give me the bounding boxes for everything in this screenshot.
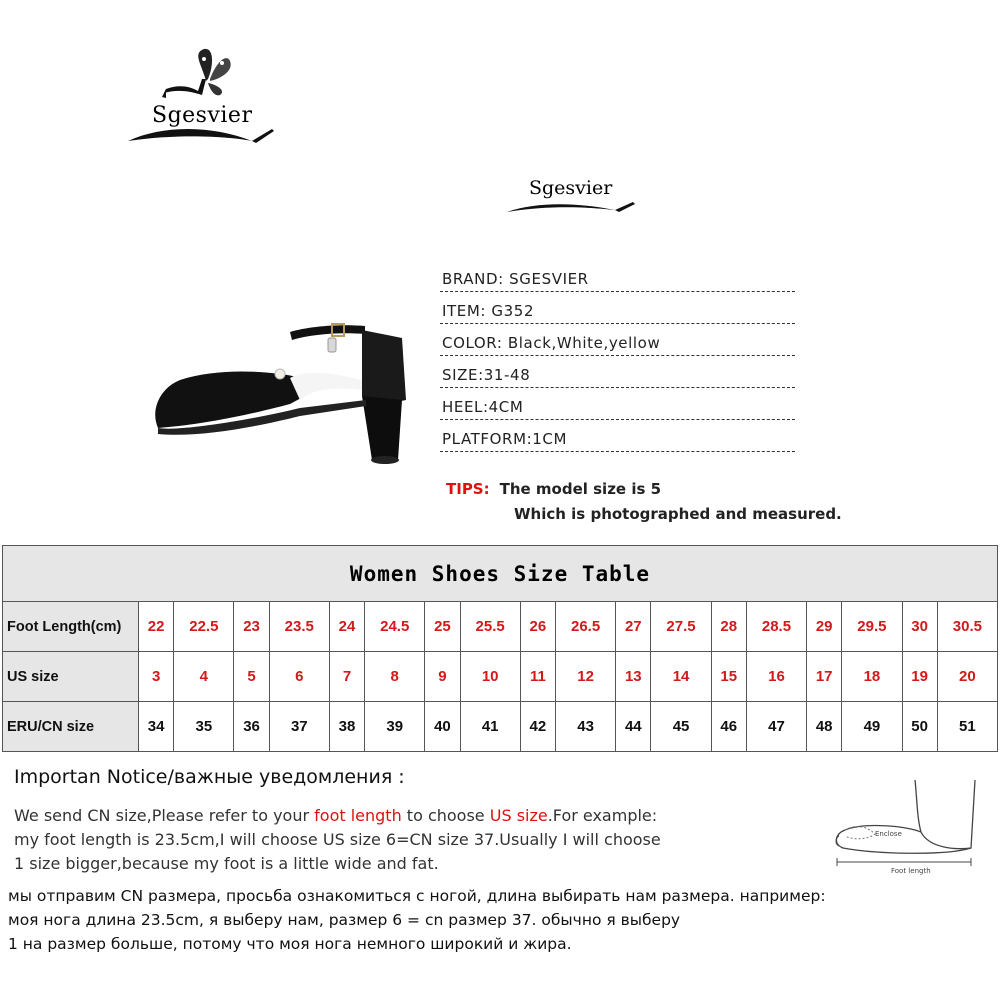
notice-title: Importan Notice/важные уведомления : bbox=[14, 766, 405, 788]
spec-item bbox=[440, 298, 795, 330]
notice-en-line-2: my foot length is 23.5cm,I will choose US size 6=CN size 37.Usually I will choose bbox=[14, 830, 661, 849]
size-cell: 37 bbox=[269, 702, 329, 752]
size-cell: 42 bbox=[520, 702, 555, 752]
spec-item-text: ITEM: G352 bbox=[442, 302, 535, 320]
shoe-icon bbox=[140, 300, 440, 470]
size-table-row bbox=[3, 652, 998, 702]
size-cell: 26 bbox=[520, 602, 555, 652]
spec-platform bbox=[440, 426, 795, 458]
size-cell: 30 bbox=[902, 602, 937, 652]
spec-brand bbox=[440, 266, 795, 298]
notice-en-text: .For example: bbox=[547, 806, 658, 825]
size-cell: 22.5 bbox=[174, 602, 234, 652]
size-cell: 38 bbox=[329, 702, 364, 752]
size-cell: 28 bbox=[711, 602, 746, 652]
size-cell: 49 bbox=[842, 702, 902, 752]
size-cell: 29.5 bbox=[842, 602, 902, 652]
size-cell: 10 bbox=[460, 652, 520, 702]
size-cell: 27.5 bbox=[651, 602, 711, 652]
size-cell: 15 bbox=[711, 652, 746, 702]
spec-brand-text: BRAND: SGESVIER bbox=[442, 270, 589, 288]
size-cell: 18 bbox=[842, 652, 902, 702]
size-cell: 17 bbox=[807, 652, 842, 702]
size-cell: 48 bbox=[807, 702, 842, 752]
tips-line-1: The model size is 5 bbox=[499, 480, 662, 498]
butterfly-shoe-icon bbox=[122, 45, 282, 157]
size-cell: 34 bbox=[139, 702, 174, 752]
spec-heel-text: HEEL:4CM bbox=[442, 398, 524, 416]
notice-en-line-3: 1 size bigger,because my foot is a little wide and fat. bbox=[14, 854, 439, 873]
size-cell: 36 bbox=[234, 702, 269, 752]
size-cell: 50 bbox=[902, 702, 937, 752]
size-cell: 25 bbox=[425, 602, 460, 652]
size-cell: 7 bbox=[329, 652, 364, 702]
size-cell: 5 bbox=[234, 652, 269, 702]
size-table-title: Women Shoes Size Table bbox=[3, 546, 998, 602]
notice-en-text: to choose bbox=[401, 806, 490, 825]
size-cell: 8 bbox=[365, 652, 425, 702]
size-cell: 23 bbox=[234, 602, 269, 652]
size-cell: 11 bbox=[520, 652, 555, 702]
spec-size-text: SIZE:31-48 bbox=[442, 366, 531, 384]
size-cell: 4 bbox=[174, 652, 234, 702]
enclose-label: Enclose bbox=[875, 830, 902, 838]
size-cell: 23.5 bbox=[269, 602, 329, 652]
product-shoe-image bbox=[140, 300, 440, 470]
spec-list bbox=[440, 266, 795, 458]
spec-color bbox=[440, 330, 795, 362]
notice-russian bbox=[8, 884, 826, 956]
us-size-highlight: US size bbox=[489, 806, 548, 825]
size-cell: 40 bbox=[425, 702, 460, 752]
tips-line-2: Which is photographed and measured. bbox=[514, 505, 842, 523]
size-cell: 28.5 bbox=[746, 602, 806, 652]
size-cell: 13 bbox=[616, 652, 651, 702]
spec-heel bbox=[440, 394, 795, 426]
size-cell: 12 bbox=[556, 652, 616, 702]
spec-size bbox=[440, 362, 795, 394]
size-cell: 45 bbox=[651, 702, 711, 752]
size-cell: 19 bbox=[902, 652, 937, 702]
brand-wordmark: Sgesvier bbox=[152, 103, 253, 128]
size-table-row bbox=[3, 702, 998, 752]
brand-logo-secondary bbox=[505, 170, 640, 220]
foot-icon bbox=[825, 778, 995, 878]
size-table bbox=[2, 545, 998, 752]
size-cell: 51 bbox=[937, 702, 997, 752]
size-row-label: US size bbox=[3, 652, 139, 702]
notice-ru-line-3: 1 на размер больше, потому что моя нога немного широкий и жира. bbox=[8, 935, 572, 953]
size-cell: 25.5 bbox=[460, 602, 520, 652]
notice-ru-line-2: моя нога длина 23.5cm, я выберу нам, размер 6 = cn размер 37. обычно я выберу bbox=[8, 911, 681, 929]
size-cell: 9 bbox=[425, 652, 460, 702]
size-cell: 27 bbox=[616, 602, 651, 652]
tips-label: TIPS: bbox=[446, 480, 490, 498]
size-cell: 24 bbox=[329, 602, 364, 652]
size-table-title-row bbox=[3, 546, 998, 602]
size-cell: 6 bbox=[269, 652, 329, 702]
foot-length-label: Foot length bbox=[891, 867, 931, 875]
size-cell: 14 bbox=[651, 652, 711, 702]
spec-platform-text: PLATFORM:1CM bbox=[442, 430, 568, 448]
notice-en-line-1 bbox=[14, 804, 661, 828]
size-cell: 43 bbox=[556, 702, 616, 752]
size-cell: 20 bbox=[937, 652, 997, 702]
notice-en-text: We send CN size,Please refer to your bbox=[14, 806, 315, 825]
size-cell: 44 bbox=[616, 702, 651, 752]
size-table-row bbox=[3, 602, 998, 652]
size-cell: 41 bbox=[460, 702, 520, 752]
size-cell: 22 bbox=[139, 602, 174, 652]
size-cell: 29 bbox=[807, 602, 842, 652]
size-cell: 30.5 bbox=[937, 602, 997, 652]
size-cell: 16 bbox=[746, 652, 806, 702]
foot-measure-diagram bbox=[825, 778, 995, 878]
brand-wordmark-secondary: Sgesvier bbox=[529, 177, 613, 199]
size-cell: 46 bbox=[711, 702, 746, 752]
size-cell: 26.5 bbox=[556, 602, 616, 652]
size-cell: 35 bbox=[174, 702, 234, 752]
size-row-label: ERU/CN size bbox=[3, 702, 139, 752]
spec-color-text: COLOR: Black,White,yellow bbox=[442, 334, 661, 352]
size-cell: 39 bbox=[365, 702, 425, 752]
size-cell: 24.5 bbox=[365, 602, 425, 652]
size-row-label: Foot Length(cm) bbox=[3, 602, 139, 652]
brand-logo bbox=[122, 45, 282, 157]
tips-note bbox=[446, 480, 842, 523]
size-cell: 47 bbox=[746, 702, 806, 752]
notice-ru-line-1: мы отправим CN размера, просьба ознакомиться с ногой, длина выбирать нам размера. например: bbox=[8, 887, 826, 905]
size-cell: 3 bbox=[139, 652, 174, 702]
foot-length-highlight: foot length bbox=[314, 806, 402, 825]
notice-english bbox=[14, 804, 661, 876]
